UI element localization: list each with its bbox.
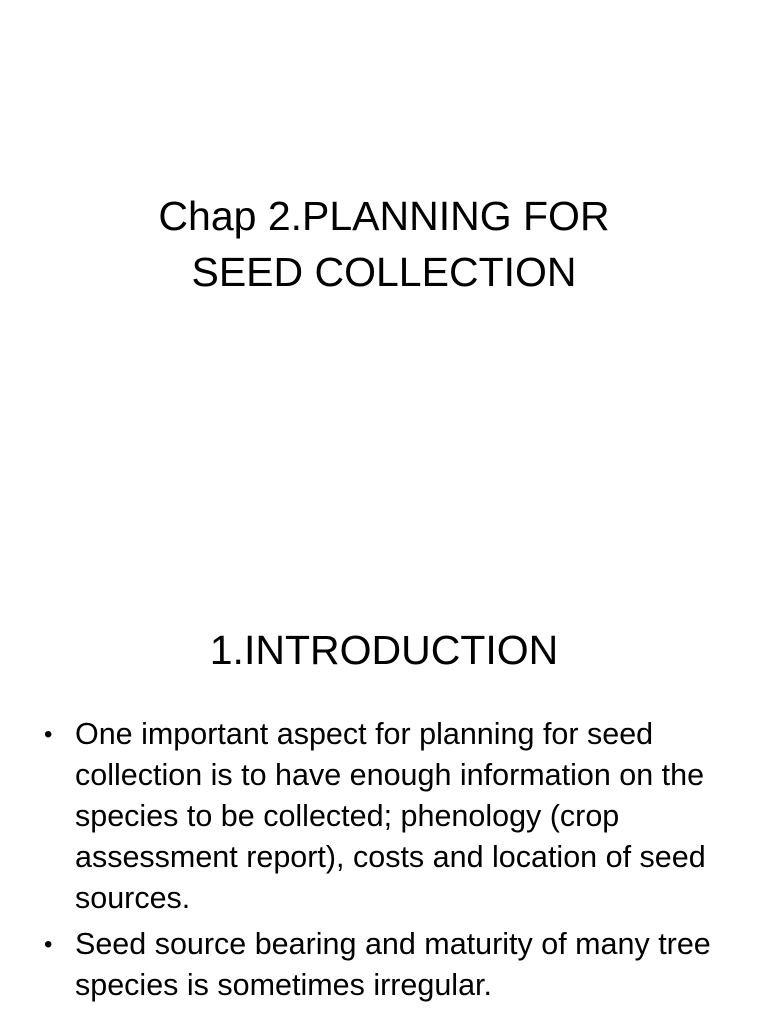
bullet-list [40, 714, 740, 1011]
title-line-1: Chap 2.PLANNING FOR [158, 193, 610, 239]
title-line-2: SEED COLLECTION [191, 249, 577, 295]
bullet-text: Seed source bearing and maturity of many tree species is sometimes irregular. [75, 927, 711, 1002]
bullet-text: One important aspect for planning for seed collection is to have enough information on the species to be collected; phenology (crop assessment report), costs and location of seed sources. [75, 717, 706, 915]
slide-title [60, 188, 708, 300]
slide-2 [0, 512, 768, 1024]
section-title: 1.INTRODUCTION [209, 627, 559, 673]
list-item [40, 924, 740, 1006]
list-item [40, 714, 740, 919]
bullet-icon: • [44, 721, 53, 748]
bullet-icon: • [44, 931, 53, 958]
